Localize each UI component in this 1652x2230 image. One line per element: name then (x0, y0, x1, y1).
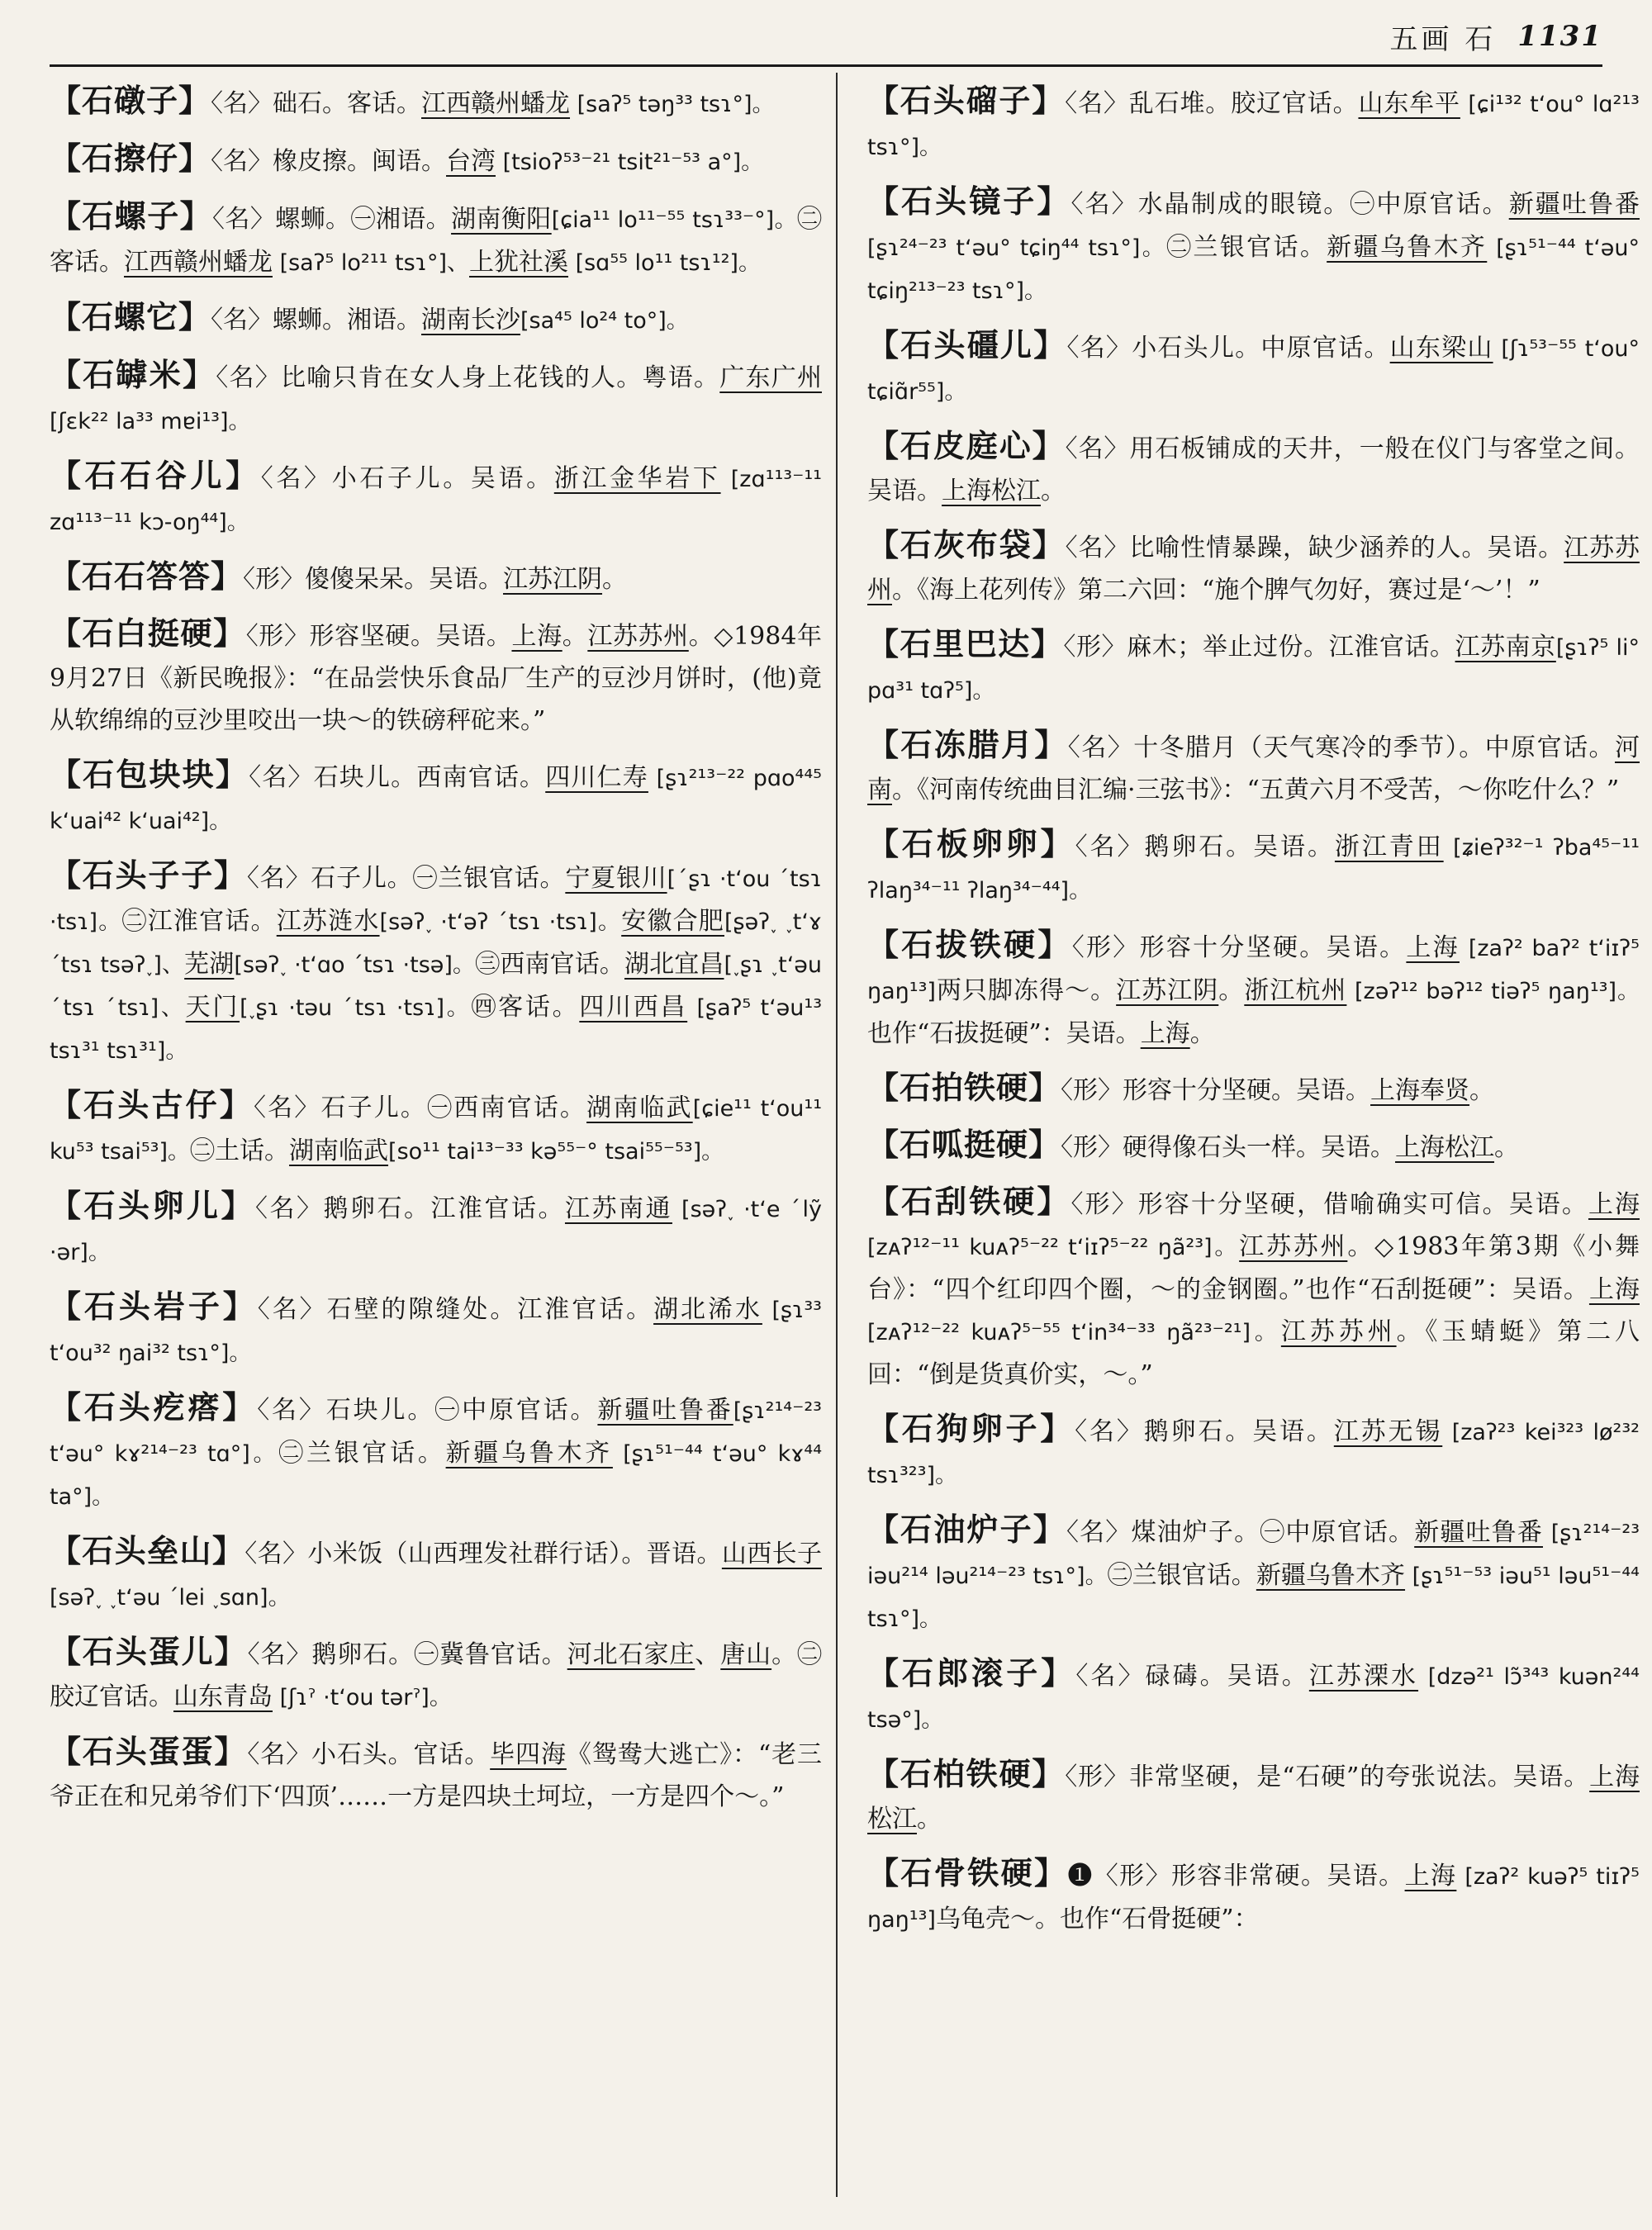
dictionary-entry (867, 1852, 1640, 1941)
entry-headword: 【石石答答】 (50, 558, 244, 595)
entry-text: 。◇1984年9月27日《新民晚报》：“在品尝快乐食品厂生产的豆沙月饼时，(他)竟从软绵绵的豆沙里咬出一块～的铁磅秤砣来。” (50, 622, 822, 735)
entry-headword: 【石冻腊月】 (867, 726, 1068, 763)
phonetic-transcription: [ˊʂɿ ·tʻou ˊtsɿ ·tsɿ]。 (50, 866, 822, 935)
dictionary-entry (50, 1184, 822, 1274)
entry-text: 。◇1983年第3期《小舞台》：“四个红印四个圈，～的金钢圈。”也作“石刮挺硬”：吴语。 (867, 1232, 1640, 1304)
place-name: 江苏苏州 (1239, 1232, 1348, 1261)
entry-text: 水晶制成的眼镜。㊀中原官话。 (1137, 190, 1509, 219)
dictionary-entry (50, 1630, 822, 1719)
phonetic-transcription: [ʂɿ³³ tʻou³² ŋai³² tsɿ°]。 (50, 1298, 822, 1366)
dictionary-entry (50, 296, 822, 342)
entry-part-of-speech: 〈形〉 (1061, 1076, 1123, 1105)
entry-headword: 【石郎滚子】 (867, 1654, 1076, 1691)
entry-text: 石壁的隙缝处。江淮官话。 (326, 1295, 654, 1324)
entry-text: 鹅卵石。㊀冀鲁官话。 (311, 1640, 567, 1669)
entry-part-of-speech: 〈形〉 (1061, 1133, 1123, 1162)
entry-headword: 【石拍铁硬】 (867, 1069, 1061, 1106)
dictionary-entry (50, 1730, 822, 1818)
place-name: 江西赣州蟠龙 (421, 89, 571, 118)
phonetic-transcription: [zᴀʔ¹²⁻²² kuᴀʔ⁵⁻⁵⁵ tʻin³⁴⁻³³ ŋã²³⁻²¹]。 (867, 1320, 1281, 1345)
entry-text: 鹅卵石。吴语。 (1144, 833, 1335, 861)
entry-part-of-speech: 〈形〉 (1065, 1763, 1129, 1791)
dictionary-entry (50, 555, 822, 600)
entry-headword: 【石头蛋儿】 (50, 1633, 248, 1670)
phonetic-transcription: [ʂəʔ˯ ˯tʻɤ ˊtsɿ tsəʔ˯]、 (50, 909, 822, 978)
right-column (867, 79, 1640, 2205)
entry-text: 形容十分坚硬。吴语。 (1123, 1076, 1371, 1105)
place-name: 芜湖 (184, 950, 235, 979)
dictionary-entry (867, 1753, 1640, 1840)
place-name: 上犹社溪 (469, 248, 568, 277)
place-name: 广东广州 (719, 363, 822, 392)
place-name: 唐山 (720, 1640, 772, 1669)
entry-text: 、 (695, 1640, 721, 1669)
entry-text: ㊁兰银官话。 (1107, 1561, 1256, 1590)
entry-headword: 【石头蛋蛋】 (50, 1733, 248, 1770)
place-name: 天门 (185, 993, 240, 1022)
place-name: 河北石家庄 (567, 1640, 695, 1669)
entry-text: 。㊁胶辽官话。 (50, 1640, 822, 1711)
phonetic-transcription: [ʂɿ⁵¹⁻⁴⁴ tʻəu° tɕiŋ²¹³⁻²³ tsɿ°]。 (867, 235, 1640, 304)
dictionary-entry (867, 79, 1640, 168)
dictionary-entry (867, 623, 1640, 712)
page-header (50, 17, 1602, 56)
entry-text: 鹅卵石。江淮官话。 (323, 1194, 565, 1223)
dictionary-entry (50, 195, 822, 284)
place-name: 四川西昌 (579, 993, 688, 1022)
dictionary-entry (50, 1084, 822, 1173)
phonetic-transcription: [zaʔ²³ kei³²³ lø²³² tsɿ³²³]。 (867, 1420, 1640, 1488)
entry-text: 。 (1041, 477, 1066, 505)
entry-part-of-speech: 〈名〉 (1065, 434, 1130, 463)
entry-headword: 【石白挺硬】 (50, 614, 246, 652)
entry-headword: 【石头镜子】 (867, 183, 1071, 220)
entry-text: 。 (562, 622, 588, 651)
entry-text: 形容十分坚硬，借喻确实可信。吴语。 (1137, 1190, 1588, 1219)
entry-text: ㊁客话。 (50, 205, 822, 277)
place-name: 四川仁寿 (545, 763, 648, 792)
entry-part-of-speech: 〈名〉 (1066, 334, 1132, 363)
entry-part-of-speech: 〈名〉 (254, 1194, 324, 1223)
entry-text: 鹅卵石。吴语。 (1143, 1417, 1334, 1446)
phonetic-transcription: [ʂɿ⁵¹⁻⁵³ iəu⁵¹ ləu⁵¹⁻⁴⁴ tsɿ°]。 (867, 1563, 1640, 1632)
entry-text: ㊁兰银官话。 (1166, 233, 1327, 262)
entry-text: ㊁兰银官话。 (278, 1439, 446, 1468)
phonetic-transcription: [ʃɿˀ ·tʻou tərˀ]。 (273, 1685, 452, 1710)
entry-text: 小石头。官话。 (311, 1740, 491, 1769)
entry-headword: 【石刮铁硬】 (867, 1183, 1071, 1220)
entry-headword: 【石螺子】 (50, 197, 213, 235)
entry-headword: 【石板卵卵】 (867, 825, 1075, 862)
entry-text: ㊁江淮官话。 (121, 907, 277, 936)
dictionary-entry (867, 324, 1640, 413)
place-name: 湖南临武 (289, 1136, 389, 1165)
entry-text: 。 (1218, 976, 1245, 1005)
phonetic-transcription: [ʂɿ²¹⁴⁻²³ tʻəu° kɤ²¹⁴⁻²³ tɑ°]。 (50, 1398, 822, 1467)
place-name: 江苏江阴 (503, 565, 603, 594)
entry-text: 。 (602, 565, 628, 594)
entry-text: 比喻性情暴躁，缺少涵养的人。吴语。 (1129, 534, 1564, 562)
phonetic-transcription: [zaʔ² baʔ² tʻiɪʔ⁵ ŋaŋ¹³] (867, 936, 1640, 1004)
place-name: 上海松江 (1395, 1133, 1495, 1162)
place-name: 山东牟平 (1358, 89, 1460, 118)
entry-text: 小米饭（山西理发社群行话）。晋语。 (307, 1540, 722, 1568)
entry-text: ㊂西南官话。 (475, 950, 624, 979)
phonetic-transcription: [ɕia¹¹ lo¹¹⁻⁵⁵ tsɿ³³⁻°]。 (551, 207, 798, 233)
phonetic-transcription: [ʑieʔ³²⁻¹ ʔba⁴⁵⁻¹¹ ʔlaŋ³⁴⁻¹¹ ʔlaŋ³⁴⁻⁴⁴]。 (867, 835, 1640, 904)
entry-text: 也作“石拔挺硬”：吴语。 (867, 1019, 1141, 1048)
place-name: 上海松江 (867, 1763, 1640, 1834)
entry-headword: 【石螺它】 (50, 298, 211, 335)
dictionary-entry (867, 1066, 1640, 1112)
entry-headword: 【石头礓儿】 (867, 326, 1067, 363)
entry-headword: 【石头疙瘩】 (50, 1388, 258, 1426)
place-name: 上海 (511, 622, 563, 651)
dictionary-entry (867, 724, 1640, 811)
place-name: 安徽合肥 (621, 907, 724, 936)
place-name: 新疆吐鲁番 (1508, 190, 1640, 219)
phonetic-transcription: [saʔ⁵ təŋ³³ tsɿ°]。 (570, 92, 775, 117)
place-name: 江苏无锡 (1333, 1417, 1443, 1446)
place-name: 上海 (1588, 1275, 1640, 1304)
entry-part-of-speech: 〈名〉 (212, 205, 276, 234)
entry-part-of-speech: 〈形〉 (1071, 933, 1140, 962)
phonetic-transcription: [səʔ˯ ·tʻəʔ ˊtsɿ ·tsɿ]。 (379, 909, 622, 935)
entry-text: 用石板铺成的天井，一般在仪门与客堂之间。吴语。 (867, 434, 1640, 505)
entry-text: 石块儿。㊀中原官话。 (325, 1396, 598, 1425)
phonetic-transcription: [ʂɿ⁵¹⁻⁴⁴ tʻəu° kɤ⁴⁴ ta°]。 (50, 1441, 822, 1510)
phonetic-transcription: [ʃɿ⁵³⁻⁵⁵ tʻou° tɕiɑ̃r⁵⁵]。 (867, 336, 1640, 405)
entry-text: 碌碡。吴语。 (1145, 1662, 1309, 1691)
entry-part-of-speech: 〈名〉 (1075, 833, 1145, 861)
section-label: 五画 石 (1389, 22, 1497, 56)
phonetic-transcription: [zɑ¹¹³⁻¹¹ zɑ¹¹³⁻¹¹ kɔ-oŋ⁴⁴]。 (50, 467, 822, 535)
entry-text: 形容非常硬。吴语。 (1170, 1862, 1405, 1891)
entry-text: ㊃客话。 (471, 993, 580, 1022)
entry-text: 十冬腊月（天气寒冷的季节）。中原官话。 (1133, 733, 1616, 762)
dictionary-entry (867, 823, 1640, 912)
place-name: 江西赣州蟠龙 (124, 248, 273, 277)
entry-text: 。《玉蜻蜓》第二八回：“倒是货真价实，～。” (867, 1317, 1640, 1389)
place-name: 台湾 (446, 147, 496, 176)
place-name: 江苏苏州 (867, 534, 1640, 605)
entry-headword: 【石头磂子】 (867, 82, 1066, 119)
entry-headword: 【石头垒山】 (50, 1532, 245, 1569)
entry-text: 形容十分坚硬。吴语。 (1139, 933, 1407, 962)
entry-text: 傻傻呆呆。吴语。 (305, 565, 504, 594)
phonetic-transcription: [səʔ˯ ˯tʻəu ˊlei ˯sɑn]。 (50, 1585, 291, 1611)
entry-text: ㊁土话。 (190, 1136, 290, 1165)
phonetic-transcription: [sa⁴⁵ lo²⁴ to°]。 (520, 308, 689, 334)
place-name: 江苏苏州 (1280, 1317, 1397, 1346)
place-name: 河南 (867, 733, 1640, 804)
entry-headword: 【石礅子】 (50, 82, 211, 119)
entry-part-of-speech: 〈名〉 (1067, 733, 1134, 762)
phonetic-transcription: [sɑ⁵⁵ lo¹¹ tsɿ¹²]。 (568, 250, 761, 276)
entry-headword: 【石皮庭心】 (867, 427, 1066, 464)
entry-text: 小石头儿。中原官话。 (1132, 334, 1390, 363)
phonetic-transcription: [səʔ˯ ·tʻe ˊlỹ ·ər]。 (50, 1197, 822, 1265)
entry-part-of-speech: 〈名〉 (1075, 1417, 1144, 1446)
entry-part-of-speech: 〈名〉 (1075, 1662, 1146, 1691)
place-name: 湖南衡阳 (451, 205, 552, 234)
entry-text: 螺蛳。㊀湘语。 (275, 205, 452, 234)
place-name: 江苏南京 (1455, 633, 1556, 662)
entry-text: 比喻只肯在女人身上花钱的人。粤语。 (281, 363, 720, 392)
entry-headword: 【石头岩子】 (50, 1288, 258, 1325)
dictionary-entry (50, 612, 822, 742)
place-name: 上海奉贤 (1370, 1076, 1470, 1105)
dictionary-entry (50, 1386, 822, 1518)
entry-text: 麻木；举止过份。江淮官话。 (1127, 633, 1455, 662)
phonetic-transcription: [zᴀʔ¹²⁻¹¹ kuᴀʔ⁵⁻²² tʻiɪʔ⁵⁻²² ŋã²³]。 (867, 1235, 1240, 1260)
entry-part-of-speech: 〈名〉 (247, 1640, 312, 1669)
phonetic-transcription: [tsioʔ⁵³⁻²¹ tsit²¹⁻⁵³ a°]。 (496, 149, 764, 175)
entry-part-of-speech: 〈名〉 (1065, 89, 1129, 118)
entry-text: 。 (1189, 1019, 1215, 1048)
dictionary-entry (867, 1180, 1640, 1396)
place-name: 湖南临武 (586, 1094, 693, 1122)
entry-headword: 【石柏铁硬】 (867, 1755, 1066, 1792)
entry-text: 《鸳鸯大逃亡》：“老三爷正在和兄弟爷们下‘四顶’……一方是四块土坷垃，一方是四个～。” (50, 1740, 822, 1811)
place-name: 山东青岛 (173, 1682, 273, 1711)
place-name: 江苏南通 (564, 1194, 672, 1223)
dictionary-entry (50, 1530, 822, 1619)
phonetic-transcription: [zəʔ¹² bəʔ¹² tiəʔ⁵ ŋaŋ¹³]。 (1346, 979, 1640, 1004)
entry-part-of-speech: ❶〈形〉 (1067, 1862, 1171, 1891)
place-name: 上海 (1404, 1862, 1457, 1891)
place-name: 上海松江 (942, 477, 1041, 505)
entry-headword: 【石头卵儿】 (50, 1187, 255, 1224)
entry-text: 橡皮擦。闽语。 (273, 147, 447, 176)
entry-part-of-speech: 〈名〉 (244, 1540, 308, 1568)
entry-part-of-speech: 〈名〉 (211, 147, 273, 176)
entry-headword: 【石石谷儿】 (50, 457, 261, 494)
entry-text: 非常坚硬，是“石硬”的夸张说法。吴语。 (1128, 1763, 1590, 1791)
place-name: 江苏涟水 (276, 907, 380, 936)
dictionary-entry (867, 180, 1640, 312)
entry-text: 煤油炉子。㊀中原官话。 (1131, 1518, 1415, 1547)
entry-text: 乌龟壳～。也作“石骨挺硬”： (935, 1905, 1259, 1933)
entry-part-of-speech: 〈名〉 (257, 1396, 326, 1425)
entry-part-of-speech: 〈名〉 (253, 1094, 321, 1122)
phonetic-transcription: [ɕi¹³² tʻou° lɑ²¹³ tsɿ°]。 (867, 92, 1640, 160)
entry-text: 形容坚硬。吴语。 (309, 622, 512, 651)
entry-headword: 【石狗卵子】 (867, 1410, 1075, 1447)
entry-text: 螺蛳。湘语。 (273, 306, 422, 334)
entry-text: 小石子儿。吴语。 (331, 464, 554, 493)
dictionary-entry (50, 753, 822, 842)
place-name: 新疆乌鲁木齐 (1256, 1561, 1406, 1590)
place-name: 江苏江阴 (1116, 976, 1219, 1005)
place-name: 浙江青田 (1334, 833, 1444, 861)
place-name: 上海 (1588, 1190, 1640, 1219)
phonetic-transcription: [saʔ⁵ lo²¹¹ tsɿ°]、 (273, 250, 469, 276)
entry-text: 乱石堆。胶辽官话。 (1128, 89, 1359, 118)
entry-part-of-speech: 〈名〉 (260, 464, 332, 493)
entry-text: 。《海上花列传》第二六回：“施个脾气勿好，赛过是‘～’！” (892, 576, 1540, 605)
entry-headword: 【石里巴达】 (867, 625, 1064, 662)
entry-text: 础石。客话。 (273, 89, 422, 118)
entry-part-of-speech: 〈名〉 (1065, 534, 1130, 562)
entry-headword: 【石擦仔】 (50, 140, 211, 177)
dictionary-entry (50, 79, 822, 126)
dictionary-entry (867, 1508, 1640, 1640)
page-number: 1131 (1517, 20, 1602, 53)
dictionary-entry (867, 1652, 1640, 1741)
place-name: 山东梁山 (1389, 334, 1493, 363)
phonetic-transcription: [ʂɿ²¹³⁻²² pɑo⁴⁴⁵ kʻuai⁴² kʻuai⁴²]。 (50, 766, 822, 834)
place-name: 江苏苏州 (587, 622, 689, 651)
place-name: 山西长子 (721, 1540, 822, 1568)
entry-text: 石子儿。㊀西南官话。 (320, 1094, 587, 1122)
entry-part-of-speech: 〈形〉 (243, 565, 306, 594)
entry-part-of-speech: 〈形〉 (1063, 633, 1127, 662)
entry-part-of-speech: 〈名〉 (1070, 190, 1138, 219)
dictionary-entry (867, 1407, 1640, 1497)
entry-headword: 【石骨铁硬】 (867, 1854, 1068, 1891)
entry-text: 石子儿。㊀兰银官话。 (311, 864, 566, 893)
entry-headword: 【石拔铁硬】 (867, 926, 1072, 963)
place-name: 上海 (1140, 1019, 1190, 1048)
phonetic-transcription: [dzə²¹ lɔ̃³⁴³ kuən²⁴⁴ tsə°]。 (867, 1664, 1640, 1733)
place-name: 江苏溧水 (1308, 1662, 1419, 1691)
entry-text: 两只脚冻得～。 (935, 976, 1117, 1005)
phonetic-transcription: [˯ʂɿ ·təu ˊtsɿ ·tsɿ]。 (240, 995, 472, 1021)
phonetic-transcription: [so¹¹ tai¹³⁻³³ kə⁵⁵⁻° tsai⁵⁵⁻⁵³]。 (388, 1139, 724, 1165)
entry-part-of-speech: 〈名〉 (257, 1295, 327, 1324)
dictionary-entry (50, 137, 822, 183)
entry-headword: 【石罅米】 (50, 356, 216, 393)
phonetic-transcription: [zaʔ² kuəʔ⁵ tiɪʔ⁵ ŋaŋ¹³] (867, 1864, 1640, 1933)
entry-text: 石块儿。西南官话。 (313, 763, 546, 792)
entry-text: 。 (1469, 1076, 1495, 1105)
entry-headword: 【石头古仔】 (50, 1086, 254, 1123)
entry-part-of-speech: 〈名〉 (246, 864, 311, 893)
entry-text: 硬得像石头一样。吴语。 (1123, 1133, 1396, 1162)
phonetic-transcription: [ɕie¹¹ tʻou¹¹ ku⁵³ tsai⁵³]。 (50, 1096, 822, 1165)
dictionary-entry (867, 1123, 1640, 1169)
column-divider (836, 73, 838, 2197)
entry-text: 。 (1494, 1133, 1520, 1162)
phonetic-transcription: [ʂaʔ⁵ tʻəu¹³ tsɿ³¹ tsɿ³¹]。 (50, 995, 822, 1064)
place-name: 毕四海 (490, 1740, 567, 1769)
entry-headword: 【石头子子】 (50, 856, 247, 894)
place-name: 新疆吐鲁番 (1414, 1518, 1543, 1547)
place-name: 湖南长沙 (421, 306, 521, 334)
entry-part-of-speech: 〈名〉 (1066, 1518, 1132, 1547)
dictionary-entry (867, 425, 1640, 512)
phonetic-transcription: [ʂɿ²¹⁴⁻²³ iəu²¹⁴ ləu²¹⁴⁻²³ tsɿ°]。 (867, 1521, 1640, 1589)
dictionary-entry (50, 854, 822, 1072)
phonetic-transcription: [ʂɿʔ⁵ li° pɑ³¹ tɑʔ⁵]。 (867, 635, 1640, 704)
entry-part-of-speech: 〈名〉 (211, 306, 273, 334)
phonetic-transcription: [ʂɿ²⁴⁻²³ tʻəu° tɕiŋ⁴⁴ tsɿ°]。 (867, 235, 1167, 261)
place-name: 湖北宜昌 (624, 950, 724, 979)
place-name: 宁夏银川 (565, 864, 667, 893)
dictionary-entry (50, 1285, 822, 1374)
entry-part-of-speech: 〈形〉 (245, 622, 310, 651)
entry-part-of-speech: 〈名〉 (247, 1740, 311, 1769)
entry-text: 。 (917, 1805, 942, 1834)
place-name: 新疆乌鲁木齐 (1327, 233, 1488, 262)
entry-part-of-speech: 〈名〉 (211, 89, 273, 118)
phonetic-transcription: [ʃɛk²² la³³ mɐi¹³]。 (50, 409, 251, 434)
phonetic-transcription: [˯ʂɿ ˯tʻəu ˊtsɿ ˊtsɿ]、 (50, 952, 822, 1021)
dictionary-entry (867, 923, 1640, 1055)
dictionary-entry (50, 353, 822, 443)
entry-headword: 【石灰布袋】 (867, 526, 1066, 563)
place-name: 湖北浠水 (653, 1295, 762, 1324)
entry-part-of-speech: 〈形〉 (1070, 1190, 1138, 1219)
entry-headword: 【石油炉子】 (867, 1511, 1066, 1548)
entry-text: 。《河南传统曲目汇编·三弦书》：“五黄六月不受苦，～你吃什么？” (892, 776, 1620, 804)
entry-part-of-speech: 〈名〉 (249, 763, 314, 792)
place-name: 浙江杭州 (1244, 976, 1347, 1005)
dictionary-entry (50, 454, 822, 543)
place-name: 上海 (1406, 933, 1460, 962)
place-name: 新疆吐鲁番 (597, 1396, 733, 1425)
left-column (50, 79, 822, 2205)
entry-headword: 【石呱挺硬】 (867, 1126, 1061, 1163)
place-name: 新疆乌鲁木齐 (445, 1439, 613, 1468)
phonetic-transcription: [səʔ˯ ·tʻɑo ˊtsɿ ·tsə]。 (234, 952, 476, 978)
entry-part-of-speech: 〈名〉 (216, 363, 281, 392)
dictionary-entry (867, 524, 1640, 611)
place-name: 浙江金华岩下 (553, 464, 721, 493)
entry-headword: 【石包块块】 (50, 756, 249, 793)
header-rule (50, 64, 1602, 67)
